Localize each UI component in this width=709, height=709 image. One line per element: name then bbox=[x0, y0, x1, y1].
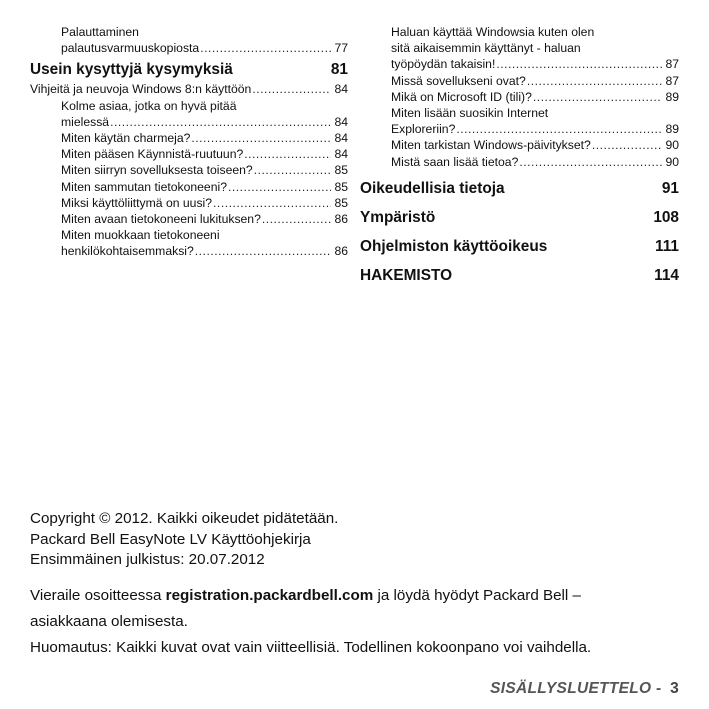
toc-entry[interactable] bbox=[30, 227, 348, 259]
toc-entry-text: mielessä bbox=[61, 114, 110, 129]
toc-entry-text: Mistä saan lisää tietoa? bbox=[391, 154, 519, 169]
toc-heading[interactable] bbox=[360, 179, 679, 199]
toc-entry-text: Exploreriin? bbox=[391, 122, 456, 137]
note-text: Huomautus: Kaikki kuvat ovat vain viitteellisiä. Todellinen kokoonpano voi vaihdella. bbox=[30, 638, 592, 656]
toc-heading-page: 81 bbox=[330, 61, 348, 79]
toc-entry[interactable] bbox=[30, 195, 348, 211]
toc-entry-text: Mikä on Microsoft ID (tili)? bbox=[391, 89, 532, 104]
toc-entry-page: 77 bbox=[334, 41, 348, 56]
toc-dot-leader bbox=[254, 162, 332, 178]
toc-dot-leader bbox=[496, 56, 662, 72]
toc-dot-leader bbox=[200, 40, 331, 56]
toc-entry-page: 87 bbox=[665, 57, 679, 72]
toc-dot-leader bbox=[195, 243, 332, 259]
toc-entry-page: 89 bbox=[665, 122, 679, 137]
toc-entry-page: 84 bbox=[334, 114, 348, 129]
toc-entry[interactable] bbox=[30, 130, 348, 146]
copyright-text: Copyright © 2012. Kaikki oikeudet pidätetään. bbox=[30, 510, 339, 527]
toc-entry[interactable] bbox=[30, 146, 348, 162]
toc-entry-page: 84 bbox=[334, 147, 348, 162]
registration-link[interactable]: registration.packardbell.com bbox=[165, 586, 374, 604]
toc-entry-text: Missä sovellukseni ovat? bbox=[391, 73, 526, 88]
toc-heading-title: HAKEMISTO bbox=[360, 266, 453, 284]
toc-heading[interactable] bbox=[30, 60, 348, 80]
toc-dot-leader bbox=[592, 137, 663, 153]
toc-heading[interactable] bbox=[360, 266, 679, 286]
toc-entry[interactable] bbox=[360, 89, 679, 105]
toc-entry-text: palautusvarmuuskopiosta bbox=[61, 41, 200, 56]
toc-dot-leader bbox=[191, 130, 331, 146]
toc-entry[interactable] bbox=[360, 24, 679, 73]
toc-heading-page: 111 bbox=[655, 237, 679, 255]
toc-dot-leader bbox=[244, 146, 331, 162]
toc-dot-leader bbox=[110, 114, 331, 130]
release-date: Ensimmäinen julkistus: 20.07.2012 bbox=[30, 551, 265, 568]
toc-entry-page: 84 bbox=[334, 82, 348, 97]
toc-heading-title: Oikeudellisia tietoja bbox=[360, 179, 505, 197]
toc-entry-text: Miten tarkistan Windows-päivitykset? bbox=[391, 138, 591, 153]
toc-entry-page: 90 bbox=[665, 138, 679, 153]
toc-heading-page: 108 bbox=[653, 208, 679, 226]
toc-entry-text: henkilökohtaisemmaksi? bbox=[61, 244, 194, 259]
toc-entry-text: Miten siirryn sovelluksesta toiseen? bbox=[61, 163, 253, 178]
toc-entry[interactable] bbox=[30, 211, 348, 227]
visit-text bbox=[30, 583, 690, 609]
toc-heading-title: Usein kysyttyjä kysymyksiä bbox=[30, 61, 233, 79]
toc-entry[interactable] bbox=[30, 179, 348, 195]
toc-entry-page: 86 bbox=[334, 244, 348, 259]
toc-dot-leader bbox=[228, 179, 331, 195]
visit-text-line2: asiakkaana olemisesta. bbox=[30, 612, 188, 630]
toc-entry-text: Miten käytän charmeja? bbox=[61, 131, 191, 146]
toc-entry-text: Miten lisään suosikin Internet bbox=[391, 106, 549, 121]
toc-dot-leader bbox=[533, 89, 663, 105]
publication-info bbox=[30, 509, 690, 661]
toc-entry-text: sitä aikaisemmin käyttänyt - haluan bbox=[391, 41, 581, 56]
toc-entry-page: 85 bbox=[334, 179, 348, 194]
toc-entry[interactable] bbox=[360, 73, 679, 89]
toc-entry-text: Haluan käyttää Windowsia kuten olen bbox=[391, 25, 595, 39]
toc-heading-page: 91 bbox=[661, 179, 679, 197]
toc-entry[interactable] bbox=[30, 81, 348, 97]
toc-entry-text: Miksi käyttöliittymä on uusi? bbox=[61, 195, 213, 210]
manual-title: Packard Bell EasyNote LV Käyttöohjekirja bbox=[30, 530, 311, 548]
toc-entry-text: Miten sammutan tietokoneeni? bbox=[61, 179, 227, 194]
toc-left-column bbox=[30, 24, 348, 260]
toc-right-column bbox=[360, 24, 679, 295]
toc-entry-text: Palauttaminen bbox=[61, 25, 139, 39]
toc-entry-page: 89 bbox=[665, 89, 679, 104]
toc-entry[interactable] bbox=[360, 154, 679, 170]
toc-entry-page: 85 bbox=[334, 163, 348, 178]
toc-heading-title: Ohjelmiston käyttöoikeus bbox=[360, 237, 548, 255]
toc-heading[interactable] bbox=[360, 208, 679, 228]
toc-entry-page: 86 bbox=[334, 212, 348, 227]
toc-entry[interactable] bbox=[30, 162, 348, 178]
toc-heading[interactable] bbox=[360, 237, 679, 257]
toc-entry-text: Miten muokkaan tietokoneeni bbox=[61, 228, 220, 243]
toc-entry[interactable] bbox=[30, 24, 348, 56]
toc-entry[interactable] bbox=[30, 98, 348, 130]
toc-dot-leader bbox=[527, 73, 663, 89]
page-number: 3 bbox=[670, 680, 679, 697]
toc-entry[interactable] bbox=[360, 105, 679, 137]
toc-entry-text: Kolme asiaa, jotka on hyvä pitää bbox=[61, 98, 237, 113]
toc-dot-leader bbox=[456, 121, 662, 137]
toc-entry[interactable] bbox=[360, 137, 679, 153]
toc-entry-page: 85 bbox=[334, 195, 348, 210]
visit-suffix: ja löydä hyödyt Packard Bell – bbox=[373, 586, 581, 604]
toc-entry-text: Miten avaan tietokoneeni lukituksen? bbox=[61, 212, 261, 227]
toc-entry-text: työpöydän takaisin! bbox=[391, 57, 496, 72]
toc-dot-leader bbox=[252, 81, 331, 97]
toc-dot-leader bbox=[519, 154, 662, 170]
toc-heading-title: Ympäristö bbox=[360, 208, 436, 226]
toc-entry-page: 84 bbox=[334, 131, 348, 146]
toc-entry-text: Miten pääsen Käynnistä-ruutuun? bbox=[61, 147, 244, 162]
footer-section-title: SISÄLLYSLUETTELO - bbox=[490, 680, 667, 697]
toc-heading-page: 114 bbox=[654, 266, 679, 284]
toc-entry-text: Vihjeitä ja neuvoja Windows 8:n käyttöön bbox=[30, 82, 252, 97]
toc-entry-page: 90 bbox=[665, 154, 679, 169]
toc-entry-page: 87 bbox=[665, 73, 679, 88]
toc-dot-leader bbox=[213, 195, 331, 211]
toc-dot-leader bbox=[262, 211, 332, 227]
visit-prefix: Vieraile osoitteessa bbox=[30, 586, 166, 604]
page-footer bbox=[490, 680, 679, 698]
